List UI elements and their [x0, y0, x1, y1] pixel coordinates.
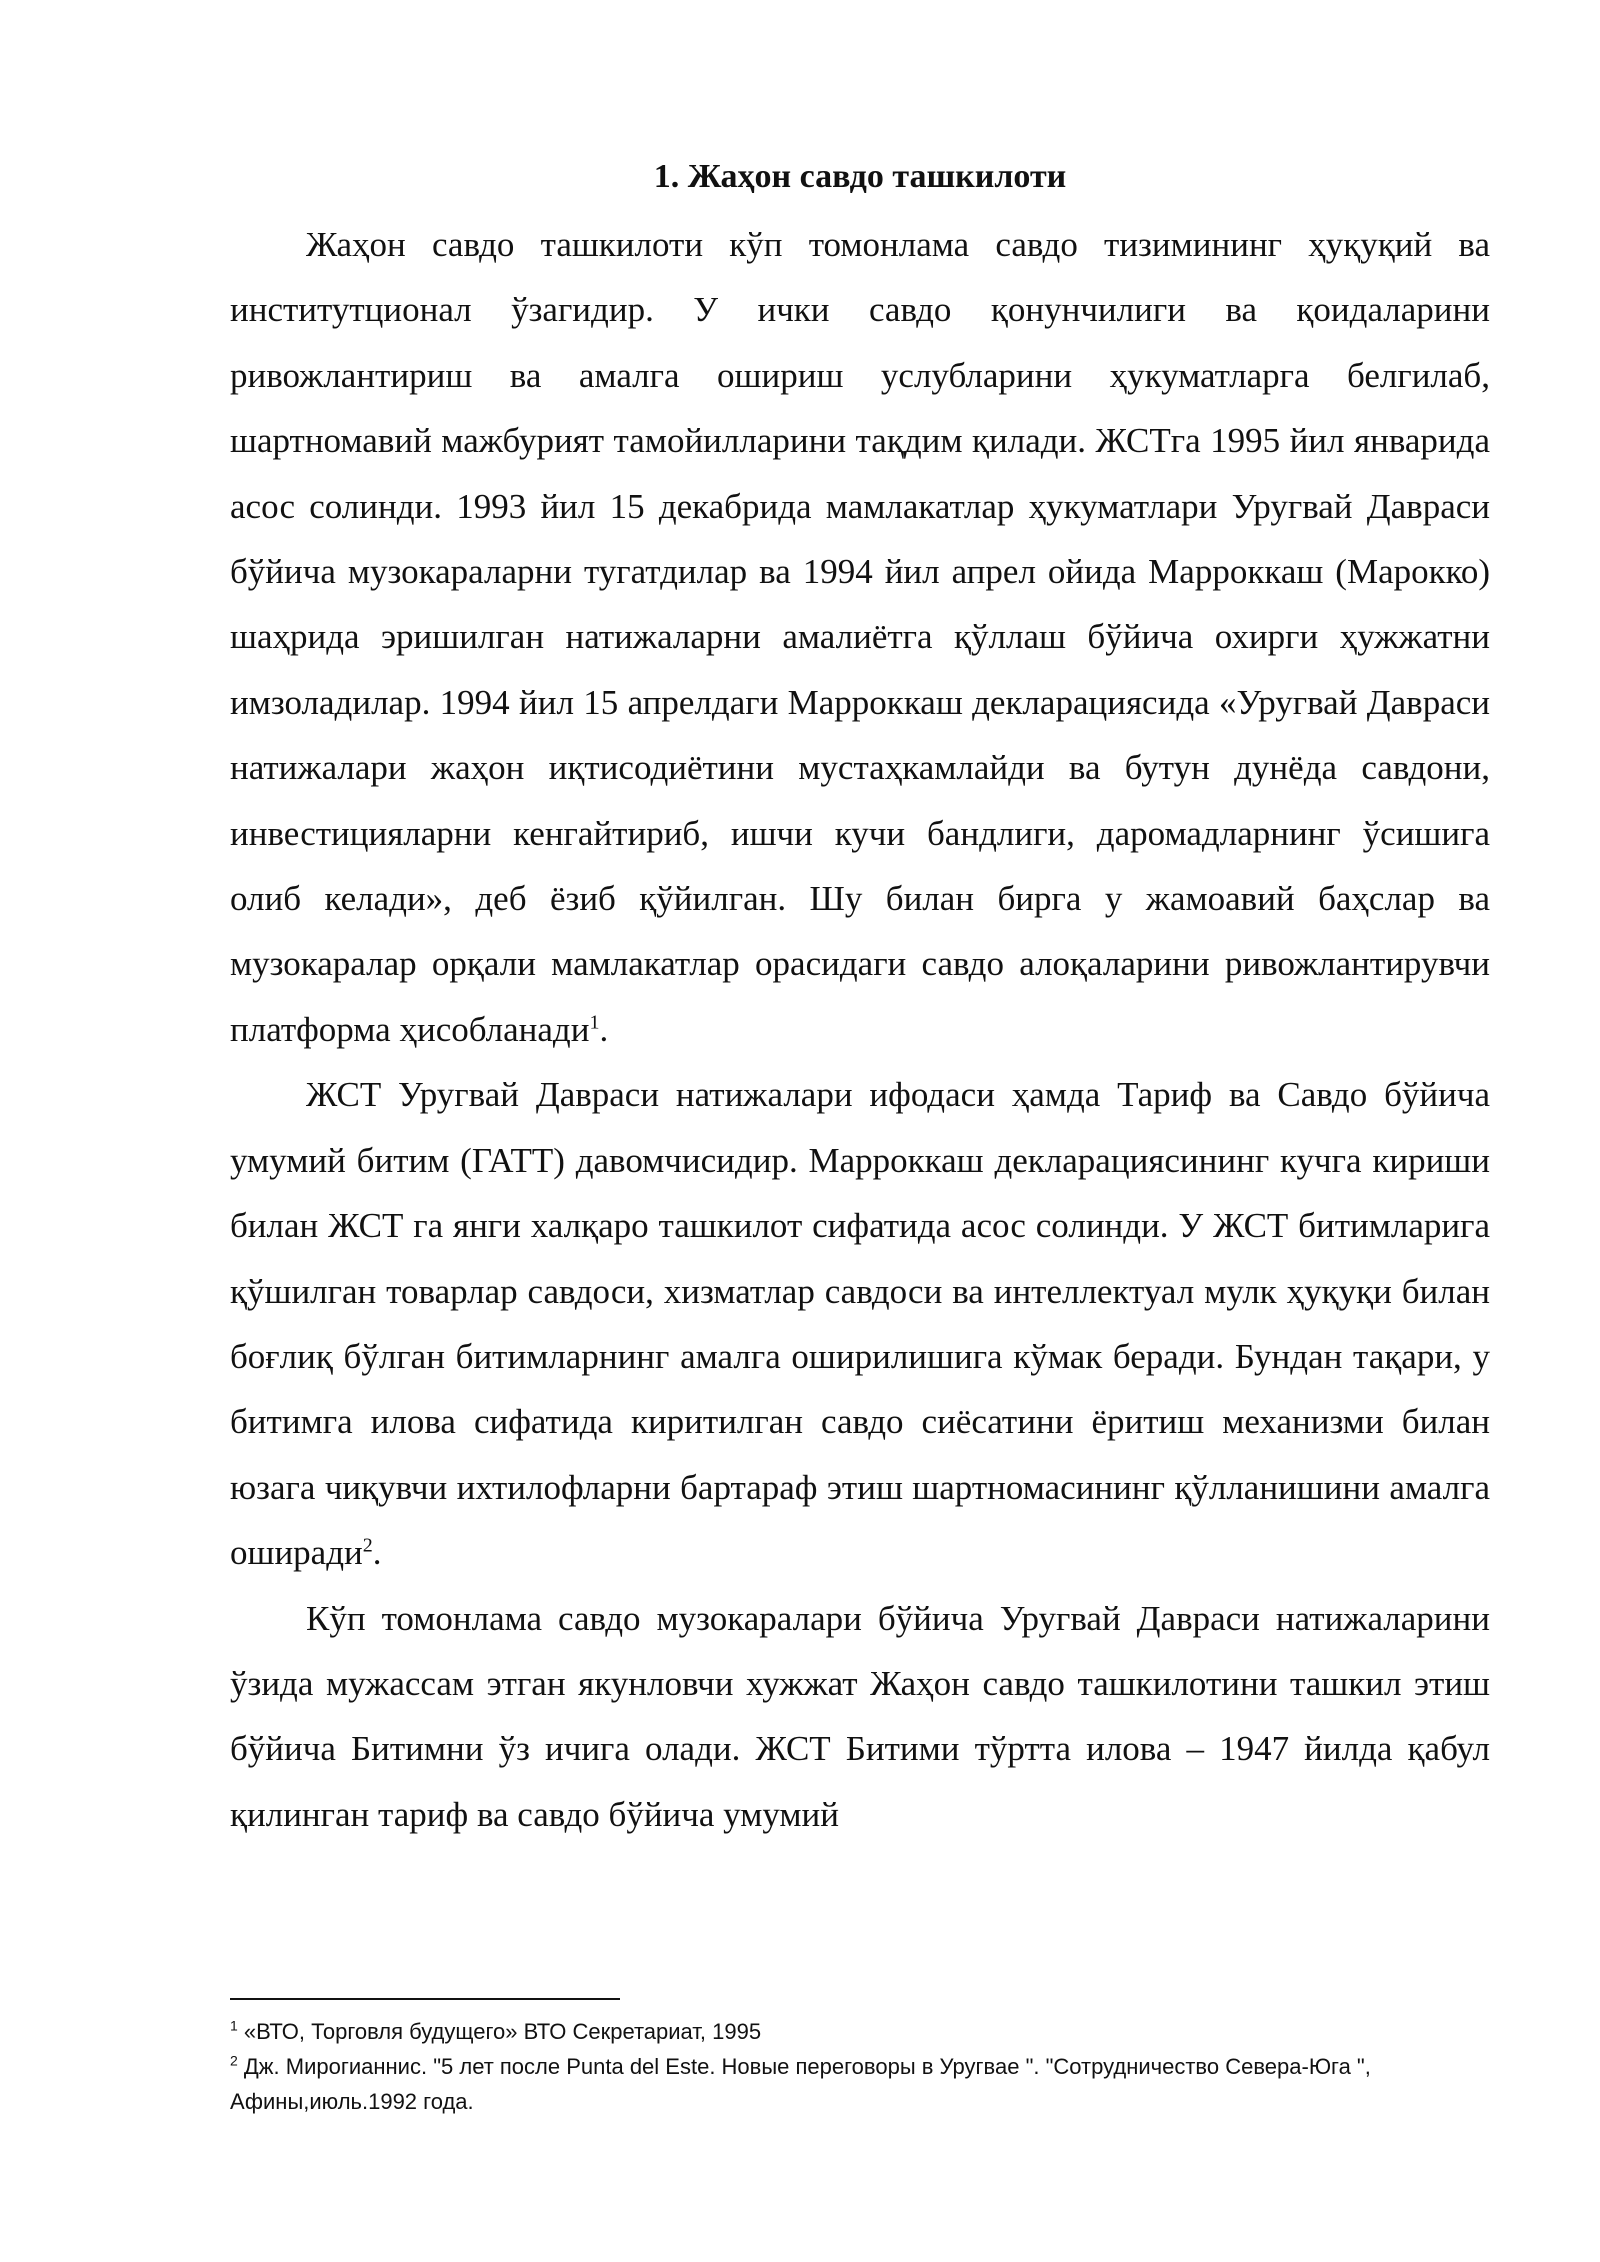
paragraph-3	[230, 1586, 1490, 1848]
footnote-text: Дж. Мирогианнис. "5 лет после Punta del Este. Новые переговоры в Уругвае ". "Сотрудничество Севера-Юга ", Афины,июль.1992 года.	[230, 2054, 1371, 2114]
footnote-ref-2[interactable]: 2	[362, 1534, 373, 1557]
footnote-2	[230, 2049, 1490, 2119]
paragraph-2	[230, 1062, 1490, 1585]
footnote-separator	[230, 1998, 620, 2000]
section-title: 1. Жаҳон савдо ташкилоти	[653, 158, 1067, 195]
footnote-mark: 1	[230, 2017, 238, 2034]
footnote-ref-1[interactable]: 1	[589, 1011, 600, 1034]
paragraph-text: Жаҳон савдо ташкилоти кўп томонлама савдо тизимининг ҳуқуқий ва институтционал ўзагидир. У ички савдо қонунчилиги ва қоидаларини ривожлантириш ва амалга ошириш услубларини ҳукуматларга белгилаб, шартномавий мажбурият тамойилларини тақдим қилади. ЖСТга 1995 йил январида асос солинди. 1993 йил 15 декабрида мамлакатлар ҳукуматлари Уругвай Давраси бўйича музокараларни тугатдилар ва 1994 йил апрел ойида Марроккаш (Марокко) шаҳрида эришилган натижаларни амалиётга қўллаш бўйича охирги ҳужжатни имзоладилар. 1994 йил 15 апрелдаги Марроккаш декларациясида «Уругвай Давраси натижалари жаҳон иқтисодиётини мустаҳкамлайди ва бутун дунёда савдони, инвестицияларни кенгайтириб, ишчи кучи бандлиги, даромадларнинг ўсишига олиб келади», деб ёзиб қўйилган. Шу билан бирга у жамоавий баҳслар ва музокаралар орқали мамлакатлар орасидаги савдо алоқаларини ривожлантирувчи платформа ҳисобланади	[230, 225, 1490, 1049]
footnote-text: «ВТО, Торговля будущего» ВТО Секретариат, 1995	[237, 2019, 762, 2044]
paragraph-text: Кўп томонлама савдо музокаралари бўйича Уругвай Давраси натижаларини ўзида мужассам этган якунловчи хужжат Жаҳон савдо ташкилотини ташкил этиш бўйича Битимни ўз ичига олади. ЖСТ Битими тўртта илова – 1947 йилда қабул қилинган тариф ва савдо бўйича умумий	[230, 1598, 1490, 1834]
paragraph-text: ЖСТ Уругвай Давраси натижалари ифодаси ҳамда Тариф ва Савдо бўйича умумий битим (ГАТТ) давомчисидир. Марроккаш декларациясининг кучга кириши билан ЖСТ га янги халқаро ташкилот сифатида асос солинди. У ЖСТ битимларига қўшилган товарлар савдоси, хизматлар савдоси ва интеллектуал мулк ҳуқуқи билан боғлиқ бўлган битимларнинг амалга оширилишига кўмак беради. Бундан тақари, у битимга илова сифатида киритилган савдо сиёсатини ёритиш механизми билан юзага чиқувчи ихтилофларни бартараф этиш шартномасининг қўлланишини амалга оширади	[230, 1075, 1490, 1573]
footnotes	[230, 2014, 1490, 2119]
document-body	[230, 150, 1490, 1847]
paragraph-end: .	[372, 1533, 382, 1573]
paragraph-1	[230, 212, 1490, 1062]
footnote-mark: 2	[230, 2052, 238, 2069]
footnote-1	[230, 2014, 1490, 2049]
paragraph-end: .	[599, 1009, 609, 1049]
